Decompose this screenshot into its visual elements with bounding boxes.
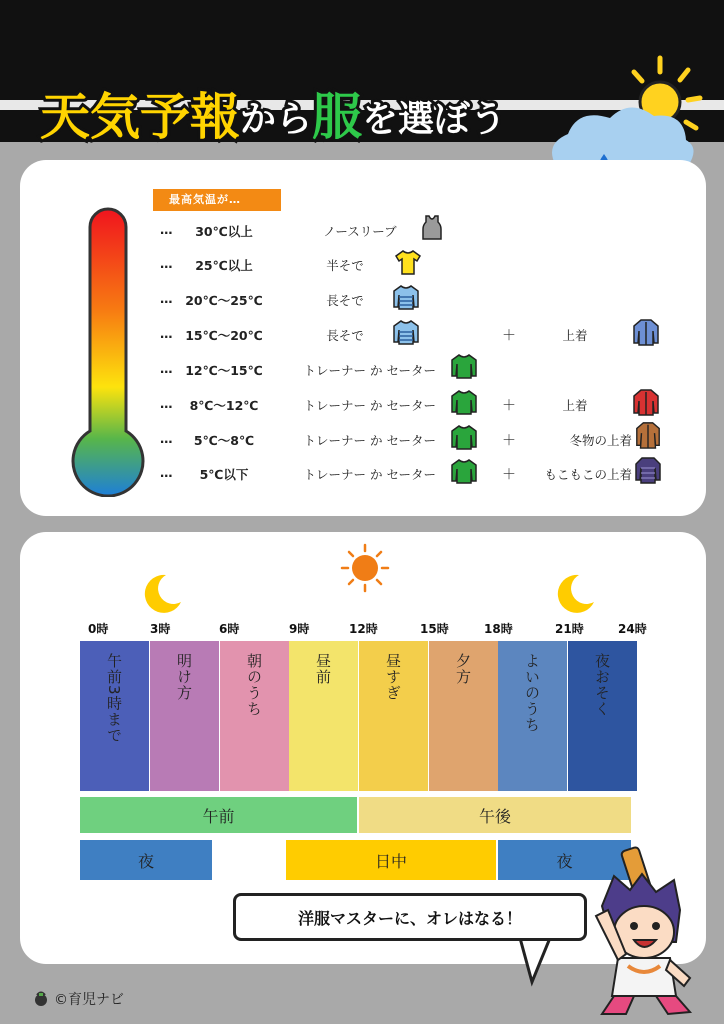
period-label: 昼前 [314,653,332,685]
long-sleeve-shirt-icon [392,283,420,311]
temp-range: 20℃〜25℃ [185,293,263,308]
outerwear-label: 冬物の上着 [569,433,632,448]
row-dots: … [160,326,174,341]
puffer-jacket-icon [634,456,662,484]
temp-row [0,218,724,244]
hour-label: 21時 [555,622,584,636]
sweater-icon [450,423,478,451]
outerwear-label: もこもこの上着 [544,467,632,482]
clothing-label: ノースリーブ [323,224,397,239]
row-dots: … [160,291,174,306]
temp-row [0,357,724,383]
period-block [150,641,219,791]
temp-row [0,287,724,313]
day-bar: 日中 [286,840,496,880]
title-part-kara: から [240,99,313,140]
period-block [80,641,149,791]
tank-top-icon [418,213,446,241]
clothing-label: 長そで [326,328,364,343]
period-block [498,641,567,791]
period-label: 明け方 [175,653,193,701]
temp-row [0,427,724,453]
sweater-icon [450,352,478,380]
thermometer-icon [70,205,146,497]
temperature-header: 最高気温が… [153,189,281,211]
temp-row [0,322,724,348]
temp-range: 8℃〜12℃ [189,398,259,413]
period-block [220,641,289,791]
plus-sign: ＋ [502,467,516,483]
hour-label: 12時 [349,622,378,636]
clothing-label: トレーナー か セーター [303,433,436,448]
row-dots: … [160,222,174,237]
clothing-label: トレーナー か セーター [303,398,436,413]
hour-label: 0時 [88,622,109,636]
hour-label: 24時 [618,622,647,636]
sweater-icon [450,457,478,485]
plus-sign: ＋ [502,328,516,344]
row-dots: … [160,431,174,446]
period-label: 午前3時まで [105,653,123,744]
pm-bar: 午後 [359,797,631,833]
temp-row [0,461,724,487]
speech-bubble: 洋服マスターに、オレはなる！ [233,893,587,941]
sweater-icon [450,388,478,416]
footer-credit [32,989,124,1009]
moon-icon [557,572,597,614]
copyright-text: ©育児ナビ [54,992,124,1008]
page-title [40,70,507,146]
outerwear-label: 上着 [562,398,588,413]
jacket-icon [632,318,660,346]
temp-range: 5℃〜8℃ [193,433,255,448]
title-part-weather: 天気予報 [40,88,240,146]
period-block [429,641,498,791]
period-block [289,641,358,791]
brand-logo-icon [32,990,50,1008]
moon-icon [144,572,184,614]
hour-label: 9時 [289,622,310,636]
temp-row [0,252,724,278]
row-dots: … [160,465,174,480]
period-label: 夕方 [454,653,472,685]
period-block [359,641,428,791]
clothing-label: 長そで [326,293,364,308]
hour-label: 3時 [150,622,171,636]
title-part-choose: を選ぼう [362,99,507,140]
red-jacket-icon [632,388,660,416]
period-block [568,641,637,791]
temp-row [0,392,724,418]
period-label: 昼すぎ [384,653,402,701]
t-shirt-icon [394,248,422,276]
period-label: 夜おそく [593,653,611,717]
clothing-label: トレーナー か セーター [303,467,436,482]
title-part-clothes: 服 [312,88,363,146]
temp-range: 12℃〜15℃ [185,363,263,378]
temp-range: 5℃以下 [199,467,249,482]
row-dots: … [160,256,174,271]
clothing-label: トレーナー か セーター [303,363,436,378]
hour-label: 18時 [484,622,513,636]
period-label: 朝のうち [245,653,263,717]
temp-range: 25℃以上 [195,258,253,273]
night-bar-left: 夜 [80,840,212,880]
winter-coat-icon [634,421,662,449]
row-dots: … [160,396,174,411]
hour-label: 15時 [420,622,449,636]
am-bar: 午前 [80,797,357,833]
period-label: よいのうち [523,653,541,733]
row-dots: … [160,361,174,376]
clothing-label: 半そで [326,258,364,273]
temp-range: 15℃〜20℃ [185,328,263,343]
temp-range: 30℃以上 [195,224,253,239]
boy-character-icon [572,846,714,1016]
outerwear-label: 上着 [562,328,588,343]
plus-sign: ＋ [502,398,516,414]
long-sleeve-shirt-icon [392,318,420,346]
hour-label: 6時 [219,622,240,636]
sun-icon [340,543,390,593]
night-bar-right: 夜 [498,840,631,880]
plus-sign: ＋ [502,433,516,449]
